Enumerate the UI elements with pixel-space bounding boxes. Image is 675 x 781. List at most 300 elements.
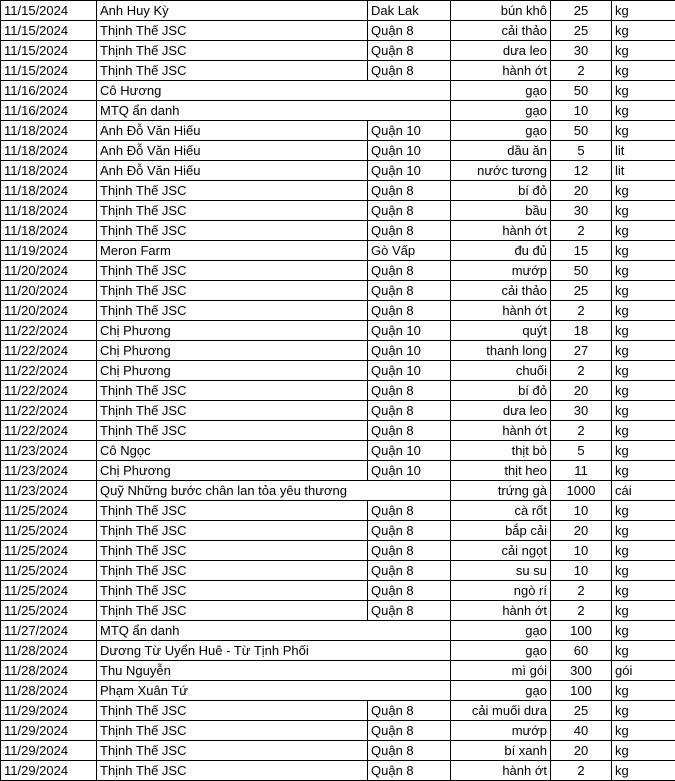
item-cell[interactable] <box>451 381 551 401</box>
donor-cell[interactable] <box>97 361 368 381</box>
item-cell[interactable] <box>451 321 551 341</box>
item-cell[interactable] <box>451 661 551 681</box>
quantity-cell-text: 2 <box>577 63 585 78</box>
donor-cell[interactable] <box>97 581 368 601</box>
table-row <box>1 341 675 361</box>
table-row <box>1 121 675 141</box>
location-cell[interactable] <box>368 121 451 141</box>
donor-cell[interactable] <box>97 761 368 781</box>
date-cell[interactable] <box>1 141 97 161</box>
donor-cell[interactable] <box>97 81 368 101</box>
item-cell[interactable] <box>451 1 551 21</box>
unit-cell[interactable] <box>612 201 675 221</box>
unit-cell[interactable] <box>612 641 675 661</box>
location-cell[interactable] <box>368 381 451 401</box>
location-cell[interactable] <box>368 1 451 21</box>
unit-cell[interactable] <box>612 61 675 81</box>
date-cell[interactable] <box>1 681 97 701</box>
donor-cell[interactable] <box>97 261 368 281</box>
item-cell[interactable] <box>451 441 551 461</box>
donor-cell-text: MTQ ẩn danh <box>100 623 180 638</box>
donor-cell[interactable] <box>97 161 368 181</box>
date-cell[interactable] <box>1 261 97 281</box>
unit-cell[interactable] <box>612 341 675 361</box>
quantity-cell-text: 2 <box>577 603 585 618</box>
unit-cell[interactable] <box>612 361 675 381</box>
donor-cell[interactable] <box>97 61 368 81</box>
location-cell[interactable] <box>368 441 451 461</box>
item-cell[interactable] <box>451 681 551 701</box>
unit-cell[interactable] <box>612 441 675 461</box>
donor-cell[interactable] <box>97 201 368 221</box>
date-cell[interactable] <box>1 61 97 81</box>
date-cell[interactable] <box>1 621 97 641</box>
location-cell[interactable] <box>368 281 451 301</box>
quantity-cell[interactable] <box>551 761 612 781</box>
unit-cell[interactable] <box>612 701 675 721</box>
unit-cell[interactable] <box>612 481 675 501</box>
unit-cell[interactable] <box>612 621 675 641</box>
item-cell[interactable] <box>451 61 551 81</box>
quantity-cell-text: 5 <box>577 143 585 158</box>
quantity-cell[interactable] <box>551 481 612 501</box>
item-cell[interactable] <box>451 461 551 481</box>
donor-cell[interactable] <box>97 701 368 721</box>
date-cell[interactable] <box>1 101 97 121</box>
unit-cell[interactable] <box>612 81 675 101</box>
location-cell[interactable] <box>368 521 451 541</box>
quantity-cell[interactable] <box>551 661 612 681</box>
date-cell[interactable] <box>1 301 97 321</box>
quantity-cell-text: 2 <box>577 363 585 378</box>
unit-cell-text: kg <box>615 83 629 98</box>
location-cell[interactable] <box>368 321 451 341</box>
date-cell[interactable] <box>1 341 97 361</box>
location-cell[interactable] <box>368 41 451 61</box>
date-cell[interactable] <box>1 121 97 141</box>
location-cell-text: Quận 8 <box>371 763 414 778</box>
unit-cell[interactable] <box>612 101 675 121</box>
location-cell[interactable] <box>368 21 451 41</box>
quantity-cell[interactable] <box>551 121 612 141</box>
date-cell[interactable] <box>1 361 97 381</box>
unit-cell-text: kg <box>615 403 629 418</box>
quantity-cell[interactable] <box>551 441 612 461</box>
donor-cell-text: Phạm Xuân Tứ <box>100 683 188 698</box>
date-cell-text: 11/18/2024 <box>4 143 69 158</box>
quantity-cell-text: 50 <box>573 263 589 278</box>
quantity-cell[interactable] <box>551 101 612 121</box>
unit-cell[interactable] <box>612 541 675 561</box>
quantity-cell[interactable] <box>551 341 612 361</box>
item-cell[interactable] <box>451 761 551 781</box>
date-cell[interactable] <box>1 601 97 621</box>
quantity-cell[interactable] <box>551 1 612 21</box>
table-body <box>1 1 675 781</box>
location-cell[interactable] <box>368 461 451 481</box>
item-cell[interactable] <box>451 481 551 501</box>
location-cell[interactable] <box>368 141 451 161</box>
date-cell[interactable] <box>1 401 97 421</box>
item-cell[interactable] <box>451 281 551 301</box>
unit-cell-text: kg <box>615 283 629 298</box>
unit-cell[interactable] <box>612 581 675 601</box>
quantity-cell[interactable] <box>551 181 612 201</box>
date-cell[interactable] <box>1 761 97 781</box>
table-row <box>1 101 675 121</box>
donor-cell[interactable] <box>97 681 368 701</box>
item-cell-text: gạo <box>525 623 547 638</box>
unit-cell[interactable] <box>612 1 675 21</box>
location-cell-text: Quận 8 <box>371 703 414 718</box>
quantity-cell[interactable] <box>551 361 612 381</box>
unit-cell[interactable] <box>612 661 675 681</box>
location-cell-text: Quận 8 <box>371 303 414 318</box>
unit-cell[interactable] <box>612 221 675 241</box>
unit-cell-text: kg <box>615 363 629 378</box>
unit-cell[interactable] <box>612 721 675 741</box>
quantity-cell[interactable] <box>551 41 612 61</box>
unit-cell[interactable] <box>612 521 675 541</box>
item-cell[interactable] <box>451 201 551 221</box>
item-cell[interactable] <box>451 181 551 201</box>
donor-cell-text: Thịnh Thế JSC <box>100 523 187 538</box>
donor-cell[interactable] <box>97 621 368 641</box>
location-cell[interactable] <box>368 601 451 621</box>
location-cell[interactable] <box>368 301 451 321</box>
unit-cell[interactable] <box>612 561 675 581</box>
unit-cell[interactable] <box>612 401 675 421</box>
quantity-cell[interactable] <box>551 241 612 261</box>
unit-cell[interactable] <box>612 301 675 321</box>
date-cell[interactable] <box>1 461 97 481</box>
unit-cell-text: kg <box>615 423 629 438</box>
donor-cell[interactable] <box>97 461 368 481</box>
date-cell[interactable] <box>1 501 97 521</box>
item-cell[interactable] <box>451 121 551 141</box>
unit-cell-text: kg <box>615 743 629 758</box>
location-cell[interactable] <box>368 261 451 281</box>
quantity-cell[interactable] <box>551 521 612 541</box>
date-cell[interactable] <box>1 441 97 461</box>
table-row <box>1 761 675 781</box>
location-cell[interactable] <box>368 641 451 661</box>
location-cell[interactable] <box>368 161 451 181</box>
item-cell[interactable] <box>451 361 551 381</box>
item-cell[interactable] <box>451 521 551 541</box>
location-cell[interactable] <box>368 421 451 441</box>
quantity-cell[interactable] <box>551 421 612 441</box>
item-cell[interactable] <box>451 601 551 621</box>
item-cell[interactable] <box>451 141 551 161</box>
location-cell[interactable] <box>368 221 451 241</box>
donor-cell[interactable] <box>97 421 368 441</box>
donor-cell[interactable] <box>97 1 368 21</box>
item-cell[interactable] <box>451 641 551 661</box>
location-cell[interactable] <box>368 581 451 601</box>
quantity-cell[interactable] <box>551 61 612 81</box>
item-cell[interactable] <box>451 401 551 421</box>
quantity-cell[interactable] <box>551 261 612 281</box>
quantity-cell-text: 40 <box>573 723 589 738</box>
donor-cell-text: Thịnh Thế JSC <box>100 403 187 418</box>
date-cell[interactable] <box>1 281 97 301</box>
quantity-cell-text: 10 <box>573 543 589 558</box>
unit-cell[interactable] <box>612 461 675 481</box>
location-cell-text: Quận 8 <box>371 203 414 218</box>
date-cell[interactable] <box>1 1 97 21</box>
location-cell[interactable] <box>368 501 451 521</box>
donor-cell[interactable] <box>97 181 368 201</box>
table-row <box>1 321 675 341</box>
quantity-cell-text: 18 <box>573 323 589 338</box>
quantity-cell[interactable] <box>551 581 612 601</box>
location-cell[interactable] <box>368 701 451 721</box>
unit-cell[interactable] <box>612 501 675 521</box>
unit-cell[interactable] <box>612 121 675 141</box>
date-cell-text: 11/28/2024 <box>4 643 69 658</box>
unit-cell[interactable] <box>612 241 675 261</box>
item-cell[interactable] <box>451 721 551 741</box>
quantity-cell-text: 60 <box>573 643 589 658</box>
location-cell[interactable] <box>368 181 451 201</box>
location-cell[interactable] <box>368 661 451 681</box>
donor-cell[interactable] <box>97 541 368 561</box>
quantity-cell[interactable] <box>551 381 612 401</box>
quantity-cell[interactable] <box>551 741 612 761</box>
item-cell-text: cải ngọt <box>501 543 547 558</box>
donor-cell[interactable] <box>97 521 368 541</box>
quantity-cell-text: 30 <box>573 203 589 218</box>
unit-cell[interactable] <box>612 681 675 701</box>
donor-cell[interactable] <box>97 341 368 361</box>
item-cell-text: cải thảo <box>501 283 547 298</box>
unit-cell[interactable] <box>612 21 675 41</box>
unit-cell[interactable] <box>612 41 675 61</box>
location-cell[interactable] <box>368 361 451 381</box>
date-cell-text: 11/25/2024 <box>4 583 69 598</box>
item-cell-text: cải thảo <box>501 23 547 38</box>
location-cell-text: Dak Lak <box>371 3 419 18</box>
date-cell[interactable] <box>1 641 97 661</box>
item-cell[interactable] <box>451 101 551 121</box>
location-cell[interactable] <box>368 241 451 261</box>
quantity-cell[interactable] <box>551 681 612 701</box>
date-cell[interactable] <box>1 481 97 501</box>
donor-cell[interactable] <box>97 381 368 401</box>
date-cell[interactable] <box>1 21 97 41</box>
item-cell[interactable] <box>451 21 551 41</box>
table-row <box>1 481 675 501</box>
quantity-cell[interactable] <box>551 541 612 561</box>
location-cell[interactable] <box>368 401 451 421</box>
unit-cell[interactable] <box>612 601 675 621</box>
location-cell-text: Quận 8 <box>371 723 414 738</box>
item-cell[interactable] <box>451 501 551 521</box>
item-cell[interactable] <box>451 561 551 581</box>
donor-cell[interactable] <box>97 141 368 161</box>
unit-cell-text: kg <box>615 303 629 318</box>
quantity-cell[interactable] <box>551 321 612 341</box>
item-cell[interactable] <box>451 241 551 261</box>
quantity-cell-text: 300 <box>570 663 592 678</box>
item-cell-text: su su <box>515 563 547 578</box>
donor-cell[interactable] <box>97 221 368 241</box>
table-row <box>1 221 675 241</box>
date-cell[interactable] <box>1 521 97 541</box>
date-cell-text: 11/22/2024 <box>4 323 69 338</box>
donor-cell[interactable] <box>97 481 368 501</box>
location-cell[interactable] <box>368 201 451 221</box>
location-cell[interactable] <box>368 481 451 501</box>
donor-cell[interactable] <box>97 21 368 41</box>
item-cell[interactable] <box>451 301 551 321</box>
item-cell[interactable] <box>451 621 551 641</box>
unit-cell[interactable] <box>612 141 675 161</box>
date-cell[interactable] <box>1 241 97 261</box>
quantity-cell[interactable] <box>551 461 612 481</box>
item-cell[interactable] <box>451 41 551 61</box>
unit-cell[interactable] <box>612 181 675 201</box>
unit-cell[interactable] <box>612 421 675 441</box>
date-cell[interactable] <box>1 81 97 101</box>
location-cell-text: Quận 8 <box>371 563 414 578</box>
date-cell[interactable] <box>1 741 97 761</box>
item-cell[interactable] <box>451 421 551 441</box>
quantity-cell[interactable] <box>551 561 612 581</box>
unit-cell-text: kg <box>615 63 629 78</box>
quantity-cell-text: 10 <box>573 503 589 518</box>
item-cell[interactable] <box>451 261 551 281</box>
date-cell[interactable] <box>1 661 97 681</box>
quantity-cell[interactable] <box>551 141 612 161</box>
quantity-cell-text: 2 <box>577 763 585 778</box>
location-cell[interactable] <box>368 81 451 101</box>
quantity-cell[interactable] <box>551 501 612 521</box>
quantity-cell[interactable] <box>551 301 612 321</box>
location-cell[interactable] <box>368 61 451 81</box>
location-cell[interactable] <box>368 721 451 741</box>
item-cell[interactable] <box>451 541 551 561</box>
unit-cell[interactable] <box>612 161 675 181</box>
quantity-cell-text: 25 <box>573 283 589 298</box>
item-cell[interactable] <box>451 161 551 181</box>
donor-cell[interactable] <box>97 641 368 661</box>
item-cell-text: bí đỏ <box>518 183 547 198</box>
quantity-cell-text: 20 <box>573 743 589 758</box>
quantity-cell-text: 2 <box>577 303 585 318</box>
date-cell[interactable] <box>1 561 97 581</box>
unit-cell[interactable] <box>612 281 675 301</box>
donor-cell[interactable] <box>97 321 368 341</box>
date-cell[interactable] <box>1 221 97 241</box>
donor-cell-text: Thịnh Thế JSC <box>100 563 187 578</box>
location-cell[interactable] <box>368 741 451 761</box>
donor-cell[interactable] <box>97 301 368 321</box>
unit-cell[interactable] <box>612 261 675 281</box>
location-cell-text: Quận 10 <box>371 123 421 138</box>
date-cell[interactable] <box>1 541 97 561</box>
item-cell[interactable] <box>451 81 551 101</box>
donor-cell-text: Chị Phương <box>100 463 171 478</box>
donor-cell-text: Thịnh Thế JSC <box>100 543 187 558</box>
location-cell[interactable] <box>368 681 451 701</box>
item-cell-text: bí xanh <box>504 743 547 758</box>
unit-cell[interactable] <box>612 761 675 781</box>
donor-cell[interactable] <box>97 741 368 761</box>
quantity-cell[interactable] <box>551 221 612 241</box>
location-cell[interactable] <box>368 541 451 561</box>
quantity-cell[interactable] <box>551 641 612 661</box>
quantity-cell[interactable] <box>551 621 612 641</box>
date-cell-text: 11/23/2024 <box>4 483 69 498</box>
location-cell[interactable] <box>368 341 451 361</box>
unit-cell[interactable] <box>612 381 675 401</box>
date-cell[interactable] <box>1 161 97 181</box>
quantity-cell[interactable] <box>551 281 612 301</box>
date-cell-text: 11/25/2024 <box>4 543 69 558</box>
date-cell[interactable] <box>1 701 97 721</box>
date-cell[interactable] <box>1 721 97 741</box>
donor-cell[interactable] <box>97 441 368 461</box>
item-cell[interactable] <box>451 341 551 361</box>
donor-cell[interactable] <box>97 601 368 621</box>
quantity-cell[interactable] <box>551 161 612 181</box>
item-cell[interactable] <box>451 581 551 601</box>
unit-cell[interactable] <box>612 321 675 341</box>
location-cell[interactable] <box>368 621 451 641</box>
donor-cell[interactable] <box>97 401 368 421</box>
unit-cell[interactable] <box>612 741 675 761</box>
quantity-cell[interactable] <box>551 21 612 41</box>
item-cell[interactable] <box>451 221 551 241</box>
donor-cell[interactable] <box>97 241 368 261</box>
donor-cell[interactable] <box>97 501 368 521</box>
donor-cell[interactable] <box>97 661 368 681</box>
item-cell[interactable] <box>451 701 551 721</box>
unit-cell-text: kg <box>615 563 629 578</box>
location-cell[interactable] <box>368 101 451 121</box>
donor-cell[interactable] <box>97 41 368 61</box>
date-cell-text: 11/22/2024 <box>4 423 69 438</box>
date-cell[interactable] <box>1 381 97 401</box>
donor-cell[interactable] <box>97 281 368 301</box>
location-cell[interactable] <box>368 561 451 581</box>
donor-cell[interactable] <box>97 121 368 141</box>
quantity-cell[interactable] <box>551 601 612 621</box>
date-cell[interactable] <box>1 181 97 201</box>
date-cell[interactable] <box>1 581 97 601</box>
date-cell[interactable] <box>1 421 97 441</box>
date-cell[interactable] <box>1 201 97 221</box>
quantity-cell[interactable] <box>551 721 612 741</box>
donor-cell[interactable] <box>97 721 368 741</box>
donor-cell[interactable] <box>97 561 368 581</box>
quantity-cell[interactable] <box>551 81 612 101</box>
donor-cell-text: MTQ ẩn danh <box>100 103 180 118</box>
quantity-cell[interactable] <box>551 701 612 721</box>
unit-cell-text: kg <box>615 523 629 538</box>
donor-cell[interactable] <box>97 101 368 121</box>
table-row <box>1 1 675 21</box>
item-cell[interactable] <box>451 741 551 761</box>
location-cell[interactable] <box>368 761 451 781</box>
quantity-cell[interactable] <box>551 201 612 221</box>
date-cell[interactable] <box>1 321 97 341</box>
quantity-cell[interactable] <box>551 401 612 421</box>
date-cell-text: 11/25/2024 <box>4 523 69 538</box>
date-cell[interactable] <box>1 41 97 61</box>
